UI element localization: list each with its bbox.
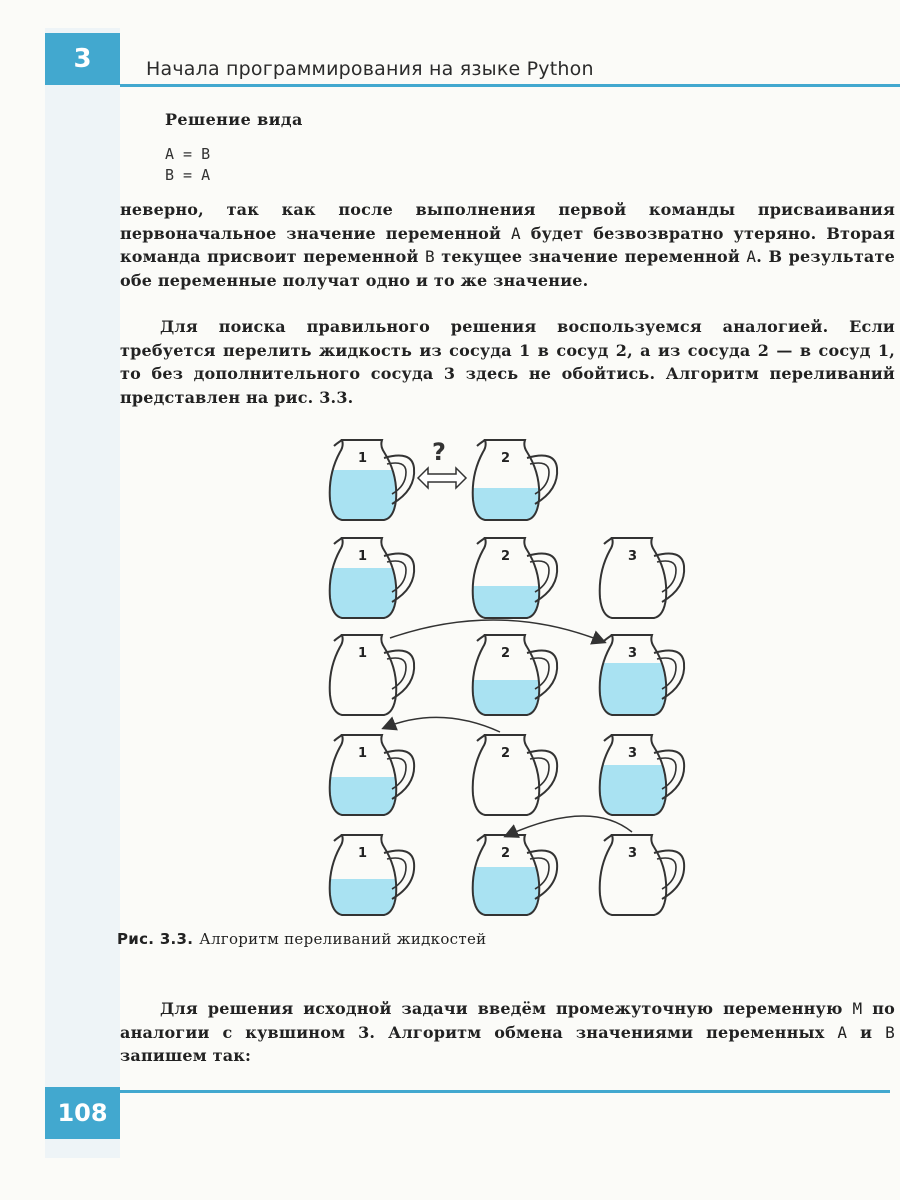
page-header-title: Начала программирования на языке Python bbox=[146, 58, 594, 80]
paragraph-2: Для поиска правильного решения воспользуемся аналогией. Если требуется перелить жидкость из сосуда 1 в сосуд 2, а из сосуда 2 — в сосуд 1, то без дополнительного сосуда 3 здесь не обойтись. Алгоритм переливаний представлен на рис. 3.3. bbox=[120, 317, 895, 407]
para3-text1: Для решения исходной задачи введём промежуточную переменную bbox=[160, 999, 853, 1018]
swap-arrow bbox=[418, 438, 466, 488]
row2-jug-2 bbox=[465, 538, 557, 626]
jug-label-2: 2 bbox=[501, 746, 511, 761]
var-b: B bbox=[424, 247, 435, 266]
row4-jug-3 bbox=[592, 735, 684, 825]
code-line-2: B = A bbox=[165, 166, 211, 184]
jug-label-2: 2 bbox=[501, 549, 511, 564]
jug-label-2: 2 bbox=[501, 846, 511, 861]
caption-label: Рис. 3.3. bbox=[117, 930, 194, 948]
row5-jug-1 bbox=[322, 835, 414, 920]
var-a-2: A bbox=[746, 247, 757, 266]
footer-rule bbox=[120, 1090, 890, 1093]
para1-text2: будет безвозвратно утеряно. Вторая команда присвоит переменной bbox=[120, 223, 896, 266]
jug-label-2: 2 bbox=[501, 451, 511, 466]
row4-jug-1 bbox=[322, 735, 414, 825]
row1-jug-1 bbox=[322, 440, 414, 530]
row2-jug-1 bbox=[322, 538, 414, 628]
page-sidebar bbox=[45, 28, 120, 1158]
jug-label-1: 1 bbox=[358, 846, 368, 861]
jug-label-1: 1 bbox=[358, 646, 368, 661]
para1-text4: . В результате обе переменные получат одно и то же значение. bbox=[120, 247, 895, 290]
arrow-2-to-1 bbox=[384, 717, 500, 732]
jug-label-1: 1 bbox=[358, 451, 368, 466]
row5-jug-3 bbox=[600, 835, 684, 915]
row1-jug-2 bbox=[465, 440, 557, 528]
row3-jug-2 bbox=[465, 635, 557, 725]
para3-text2: по аналогии с кувшином 3. Алгоритм обмена значениями переменных bbox=[120, 999, 895, 1042]
row5-jug-2 bbox=[465, 835, 557, 920]
page-number: 108 bbox=[45, 1087, 120, 1139]
var-b: B bbox=[885, 1022, 895, 1042]
var-a: A bbox=[510, 223, 521, 243]
chapter-number: 3 bbox=[45, 33, 120, 85]
row3-jug-1 bbox=[330, 635, 414, 715]
jug-label-3: 3 bbox=[628, 646, 638, 661]
figure-caption bbox=[117, 930, 486, 948]
figure-3-3 bbox=[310, 430, 730, 920]
para3-text4: запишем так: bbox=[120, 1046, 252, 1065]
para1-text1: неверно, так как после выполнения первой команды присваивания первоначальное значение переменной bbox=[120, 200, 895, 243]
arrow-3-to-2 bbox=[506, 816, 632, 836]
para3-text3: и bbox=[847, 1022, 886, 1042]
arrow-1-to-3 bbox=[390, 620, 604, 642]
caption-text: Алгоритм переливаний жидкостей bbox=[199, 930, 487, 948]
jug-label-3: 3 bbox=[628, 549, 638, 564]
header-rule bbox=[120, 84, 900, 87]
row4-jug-2 bbox=[473, 735, 557, 815]
jug-label-2: 2 bbox=[501, 646, 511, 661]
jug-label-3: 3 bbox=[628, 846, 638, 861]
paragraph-3 bbox=[120, 997, 895, 1068]
code-line-1: A = B bbox=[165, 145, 211, 163]
question-mark: ? bbox=[432, 438, 446, 466]
jug-label-1: 1 bbox=[358, 549, 368, 564]
para1-text3: текущее значение переменной bbox=[434, 247, 747, 266]
var-a: A bbox=[837, 1022, 848, 1042]
row2-jug-3 bbox=[600, 538, 684, 618]
paragraph-1 bbox=[120, 198, 895, 292]
jug-label-3: 3 bbox=[628, 746, 638, 761]
var-m: M bbox=[852, 999, 863, 1018]
row3-jug-3 bbox=[592, 635, 684, 725]
solution-subhead: Решение вида bbox=[165, 110, 303, 129]
jug-label-1: 1 bbox=[358, 746, 368, 761]
jug-algorithm-figure bbox=[310, 430, 730, 920]
